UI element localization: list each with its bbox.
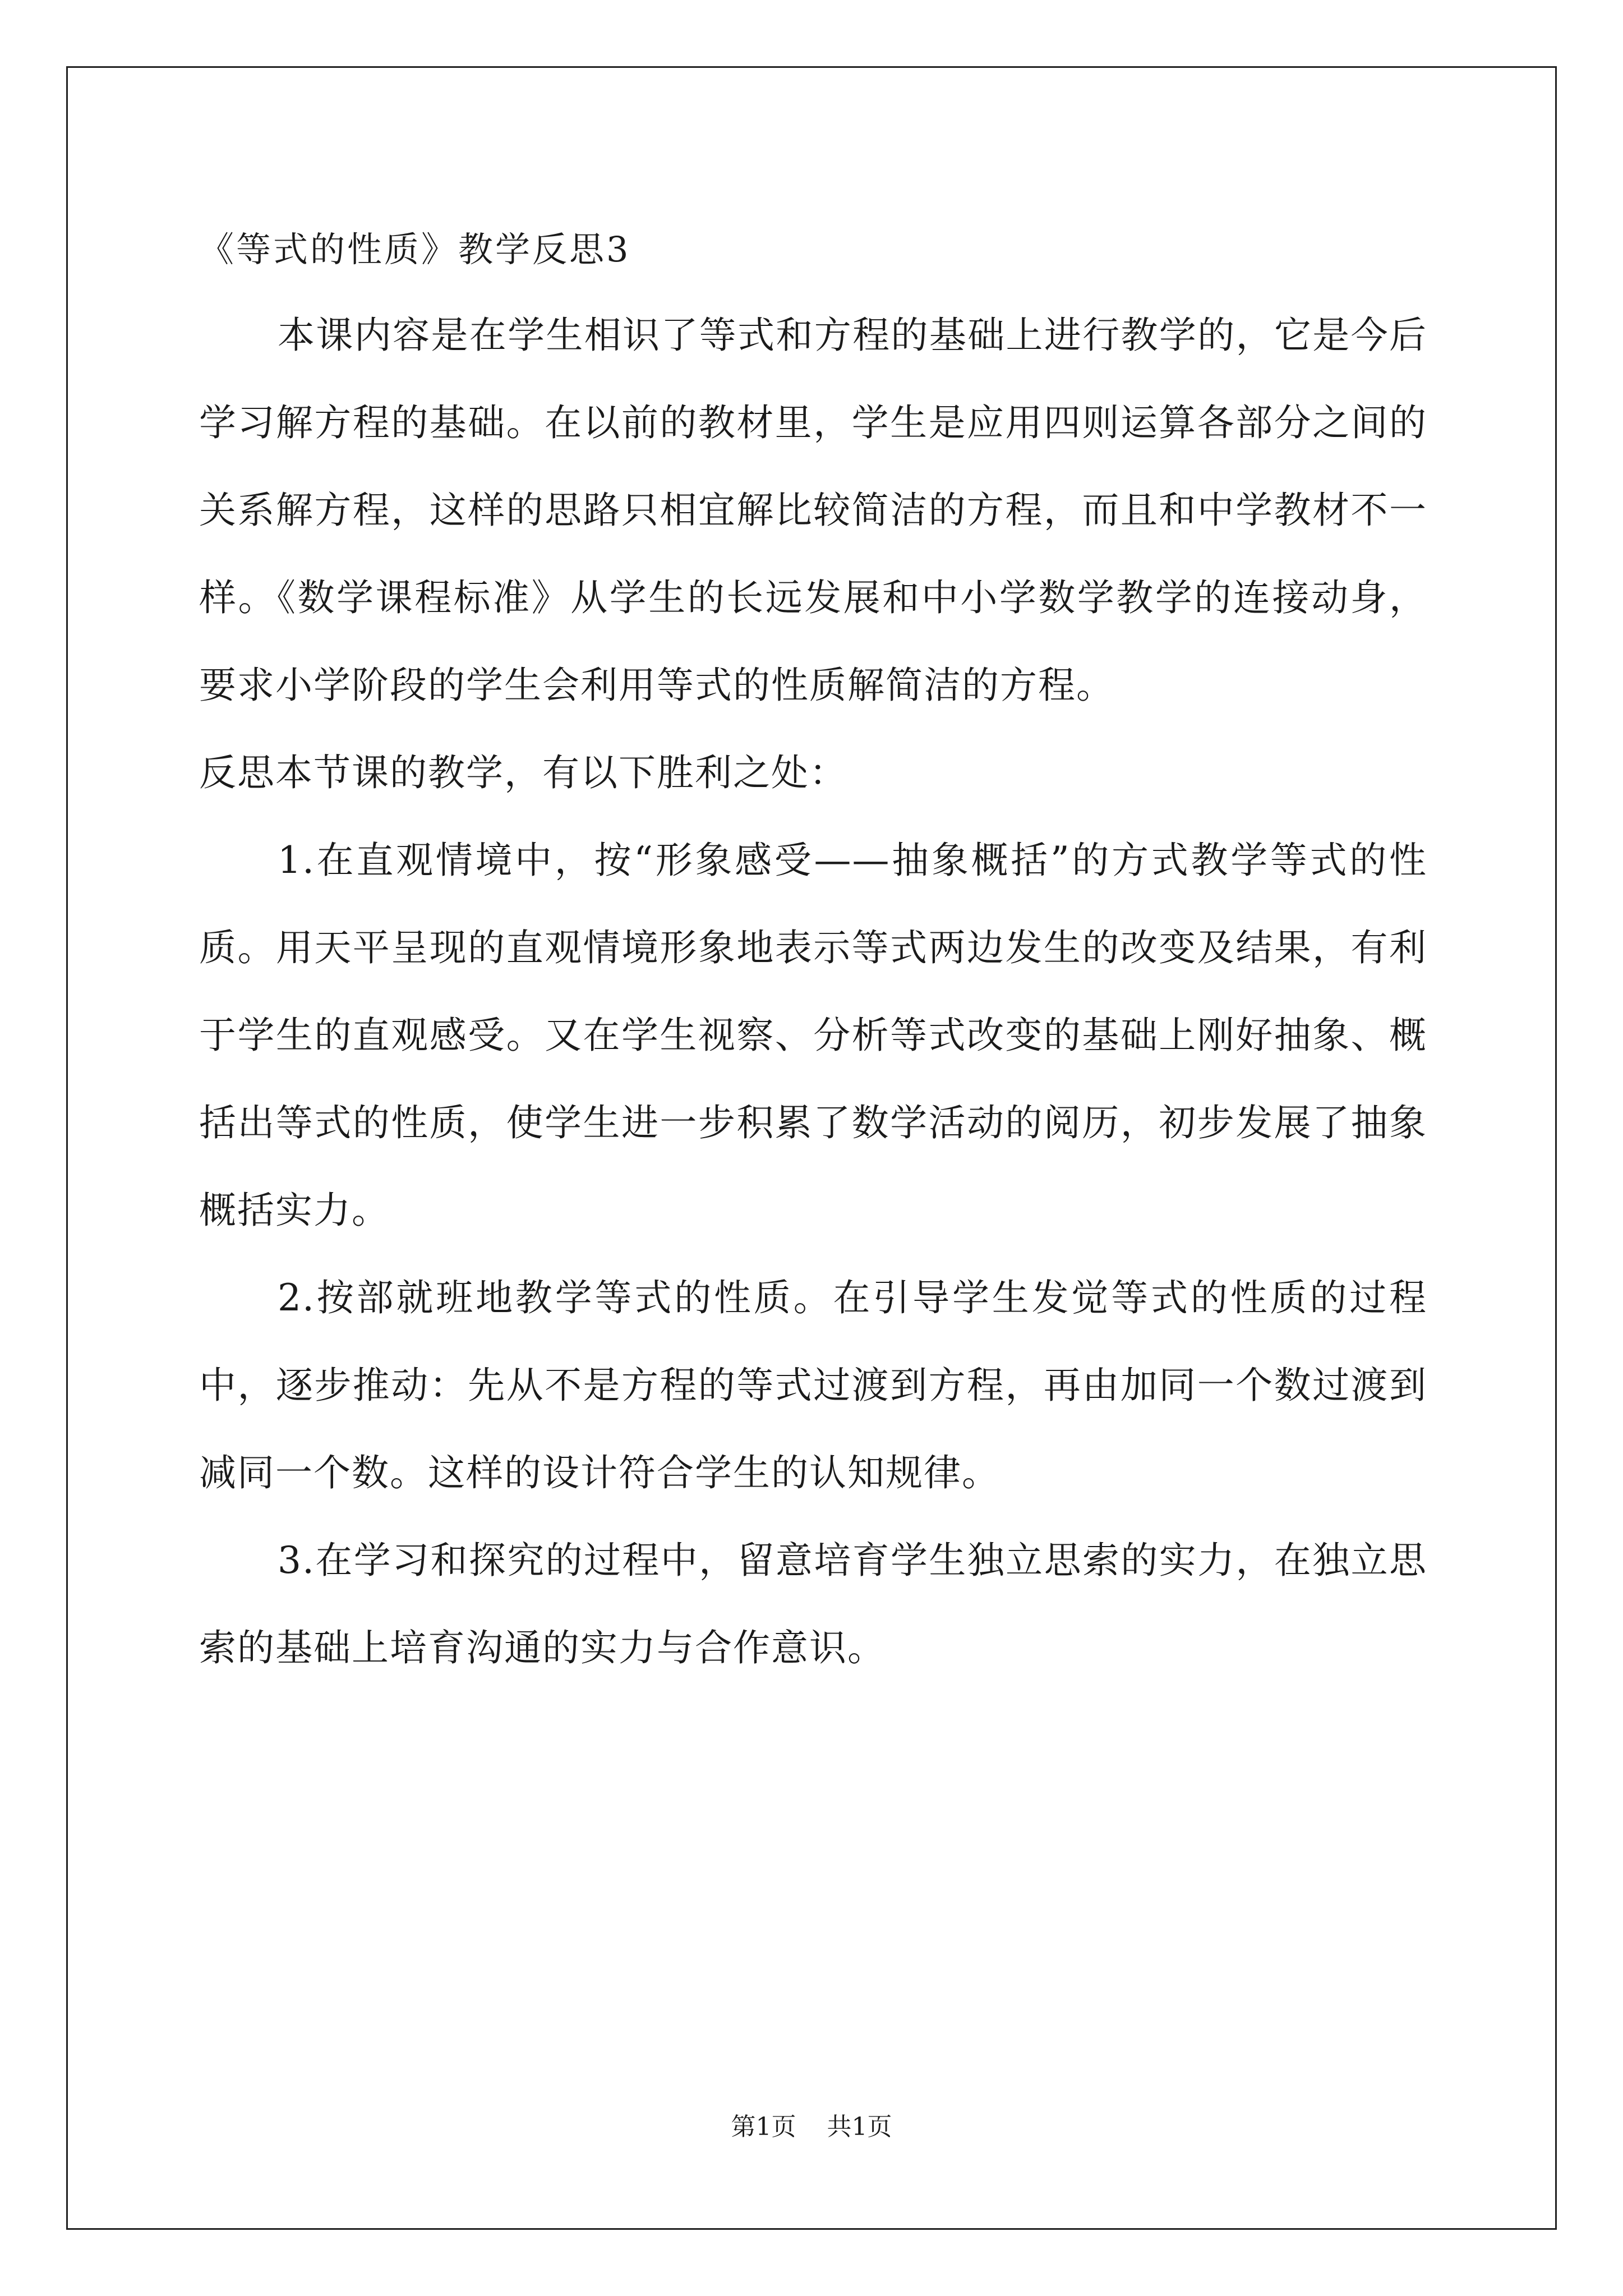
paragraph-point-1: 1.在直观情境中，按“形象感受——抽象概括”的方式教学等式的性质。用天平呈现的直观情境形象地表示等式两边发生的改变及结果，有利于学生的直观感受。又在学生视察、分析等式改变的基础上刚好抽象、概括出等式的性质，使学生进一步积累了数学活动的阅历，初步发展了抽象概括实力。 [199, 839, 1427, 1232]
document-body [199, 208, 1427, 1692]
paragraph-intro: 本课内容是在学生相识了等式和方程的基础上进行教学的，它是今后学习解方程的基础。在以前的教材里，学生是应用四则运算各部分之间的关系解方程，这样的思路只相宜解比较简洁的方程，而且和中学教材不一样。《数学课程标准》从学生的长远发展和中小学数学教学的连接动身，要求小学阶段的学生会利用等式的性质解简洁的方程。 [199, 314, 1427, 707]
page-total: 共1页 [827, 2113, 892, 2141]
paragraph-point-2: 2.按部就班地教学等式的性质。在引导学生发觉等式的性质的过程中，逐步推动：先从不是方程的等式过渡到方程，再由加同一个数过渡到减同一个数。这样的设计符合学生的认知规律。 [199, 1276, 1427, 1494]
paragraph-point-3: 3.在学习和探究的过程中，留意培育学生独立思索的实力，在独立思索的基础上培育沟通的实力与合作意识。 [199, 1539, 1427, 1669]
paragraph-reflection-lead: 反思本节课的教学，有以下胜利之处： [199, 751, 847, 794]
document-title: 《等式的性质》教学反思3 [199, 229, 631, 270]
page-number: 第1页 [731, 2113, 796, 2141]
page-footer [0, 2106, 1623, 2142]
